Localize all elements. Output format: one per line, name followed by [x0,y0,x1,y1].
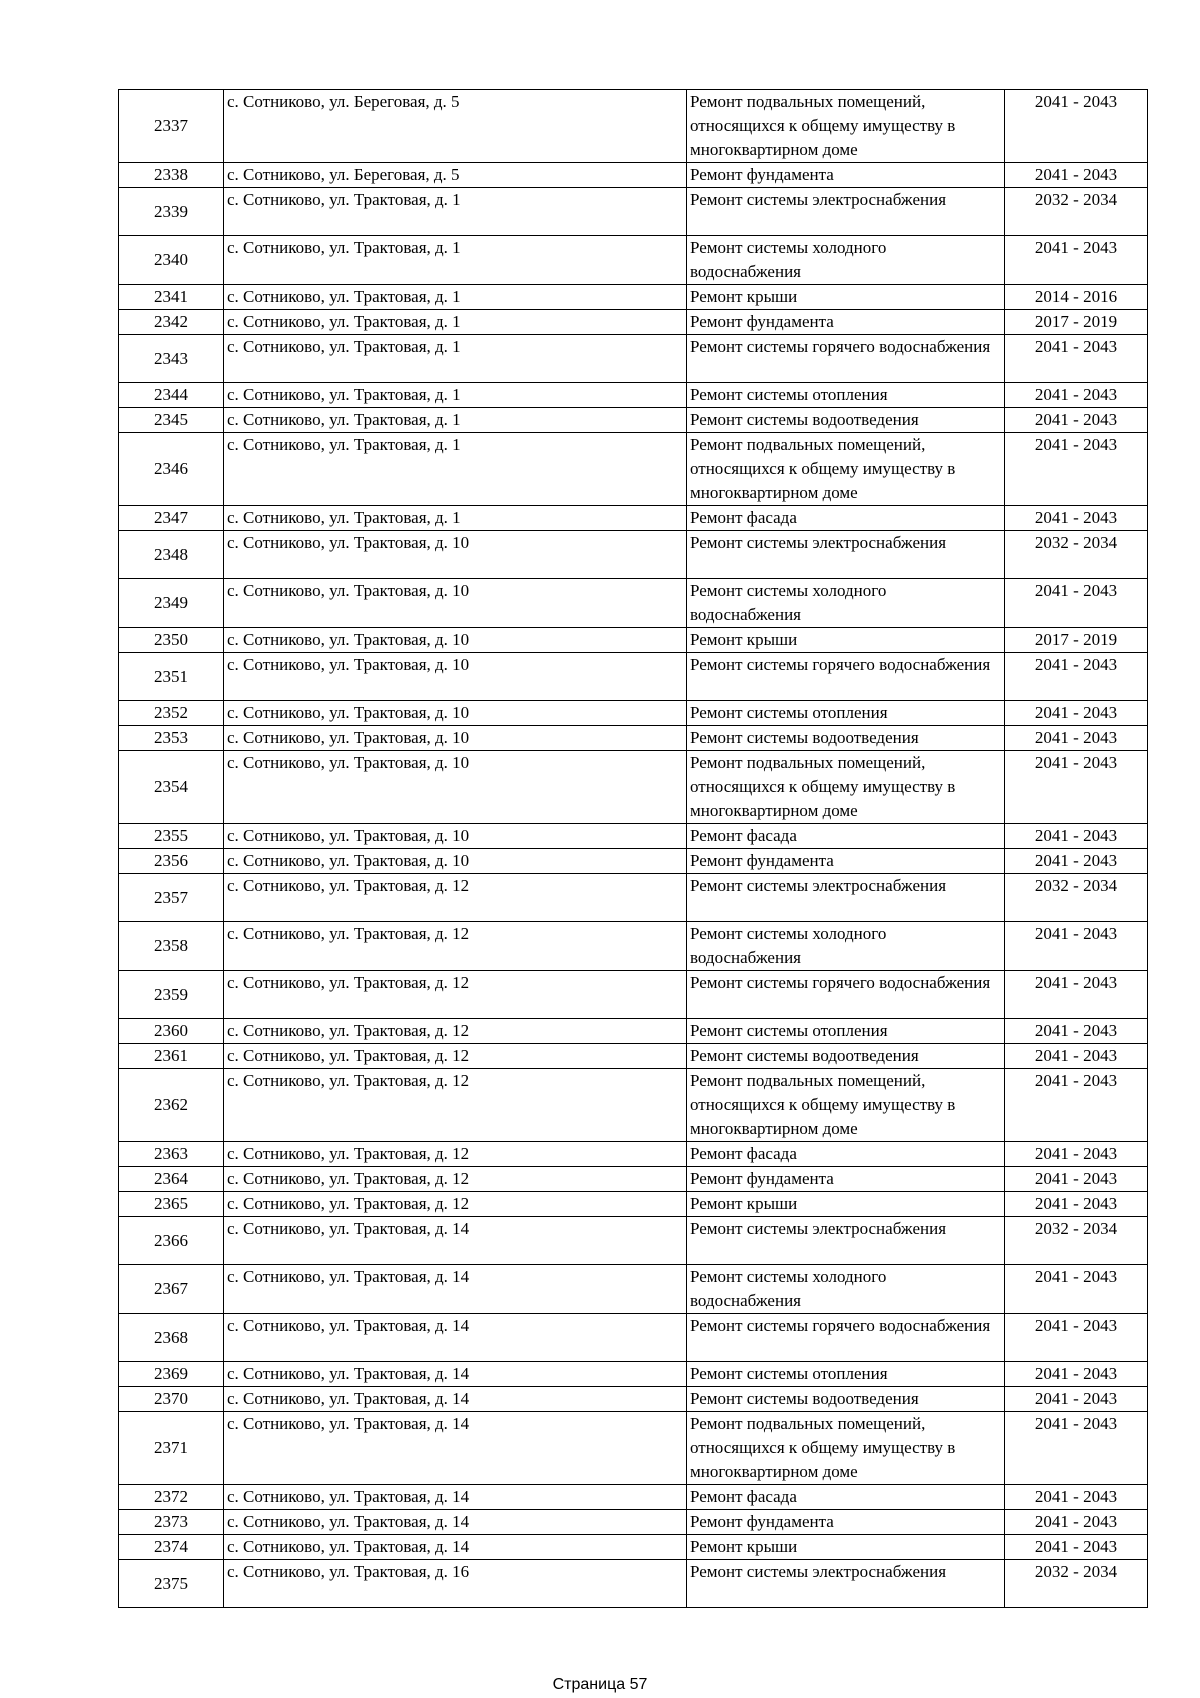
table-row [119,408,1148,433]
row-period: 2041 - 2043 [1005,433,1148,506]
row-address: с. Сотниково, ул. Трактовая, д. 14 [224,1362,687,1387]
row-number: 2362 [119,1069,224,1142]
row-address: с. Сотниково, ул. Трактовая, д. 12 [224,971,687,1019]
row-number: 2366 [119,1217,224,1265]
row-work-type: Ремонт фасада [687,1142,1005,1167]
row-number: 2370 [119,1387,224,1412]
row-period: 2041 - 2043 [1005,335,1148,383]
table-row [119,1387,1148,1412]
row-number: 2347 [119,506,224,531]
table-row [119,922,1148,971]
row-number: 2349 [119,579,224,628]
row-address: с. Сотниково, ул. Трактовая, д. 12 [224,1044,687,1069]
row-address: с. Сотниково, ул. Трактовая, д. 12 [224,1192,687,1217]
row-work-type: Ремонт системы водоотведения [687,726,1005,751]
row-work-type: Ремонт системы водоотведения [687,408,1005,433]
row-address: с. Сотниково, ул. Трактовая, д. 10 [224,726,687,751]
row-period: 2041 - 2043 [1005,1142,1148,1167]
row-period: 2041 - 2043 [1005,653,1148,701]
row-period: 2017 - 2019 [1005,628,1148,653]
table-row [119,383,1148,408]
table-row [119,1044,1148,1069]
table-row [119,701,1148,726]
row-work-type: Ремонт крыши [687,1535,1005,1560]
row-number: 2372 [119,1485,224,1510]
row-number: 2373 [119,1510,224,1535]
row-address: с. Сотниково, ул. Трактовая, д. 10 [224,751,687,824]
row-period: 2032 - 2034 [1005,1560,1148,1608]
row-work-type: Ремонт фундамента [687,849,1005,874]
row-number: 2367 [119,1265,224,1314]
table-row [119,433,1148,506]
row-number: 2357 [119,874,224,922]
row-work-type: Ремонт системы отопления [687,701,1005,726]
row-address: с. Сотниково, ул. Трактовая, д. 12 [224,874,687,922]
row-number: 2351 [119,653,224,701]
row-work-type: Ремонт системы отопления [687,1362,1005,1387]
row-work-type: Ремонт подвальных помещений, относящихся к общему имуществу в многоквартирном доме [687,1412,1005,1485]
row-period: 2032 - 2034 [1005,1217,1148,1265]
table-row [119,726,1148,751]
row-period: 2041 - 2043 [1005,1485,1148,1510]
row-period: 2041 - 2043 [1005,1412,1148,1485]
row-number: 2375 [119,1560,224,1608]
table-row [119,236,1148,285]
row-work-type: Ремонт подвальных помещений, относящихся к общему имуществу в многоквартирном доме [687,751,1005,824]
row-number: 2337 [119,90,224,163]
row-address: с. Сотниково, ул. Трактовая, д. 14 [224,1217,687,1265]
row-period: 2014 - 2016 [1005,285,1148,310]
row-address: с. Сотниково, ул. Береговая, д. 5 [224,90,687,163]
row-period: 2041 - 2043 [1005,922,1148,971]
row-number: 2371 [119,1412,224,1485]
row-work-type: Ремонт фасада [687,506,1005,531]
row-work-type: Ремонт системы горячего водоснабжения [687,335,1005,383]
works-table-body [119,90,1148,1608]
row-address: с. Сотниково, ул. Береговая, д. 5 [224,163,687,188]
row-address: с. Сотниково, ул. Трактовая, д. 12 [224,1069,687,1142]
row-period: 2041 - 2043 [1005,163,1148,188]
table-row [119,1535,1148,1560]
table-row [119,163,1148,188]
row-period: 2041 - 2043 [1005,849,1148,874]
table-row [119,531,1148,579]
row-period: 2041 - 2043 [1005,751,1148,824]
row-number: 2340 [119,236,224,285]
row-work-type: Ремонт системы водоотведения [687,1044,1005,1069]
row-work-type: Ремонт системы холодного водоснабжения [687,1265,1005,1314]
row-work-type: Ремонт системы горячего водоснабжения [687,971,1005,1019]
table-row [119,335,1148,383]
row-work-type: Ремонт системы холодного водоснабжения [687,236,1005,285]
row-period: 2041 - 2043 [1005,90,1148,163]
row-number: 2346 [119,433,224,506]
row-period: 2041 - 2043 [1005,1265,1148,1314]
row-period: 2041 - 2043 [1005,971,1148,1019]
table-row [119,1485,1148,1510]
row-address: с. Сотниково, ул. Трактовая, д. 10 [224,824,687,849]
row-address: с. Сотниково, ул. Трактовая, д. 1 [224,310,687,335]
row-period: 2041 - 2043 [1005,1069,1148,1142]
table-row [119,1314,1148,1362]
row-number: 2338 [119,163,224,188]
row-number: 2345 [119,408,224,433]
row-address: с. Сотниково, ул. Трактовая, д. 14 [224,1314,687,1362]
row-period: 2041 - 2043 [1005,408,1148,433]
row-work-type: Ремонт системы горячего водоснабжения [687,1314,1005,1362]
row-address: с. Сотниково, ул. Трактовая, д. 1 [224,188,687,236]
row-number: 2365 [119,1192,224,1217]
row-period: 2017 - 2019 [1005,310,1148,335]
row-period: 2041 - 2043 [1005,1167,1148,1192]
table-row [119,1510,1148,1535]
row-work-type: Ремонт системы холодного водоснабжения [687,922,1005,971]
row-number: 2360 [119,1019,224,1044]
row-work-type: Ремонт системы горячего водоснабжения [687,653,1005,701]
row-work-type: Ремонт системы электроснабжения [687,1560,1005,1608]
row-number: 2348 [119,531,224,579]
row-work-type: Ремонт крыши [687,1192,1005,1217]
row-address: с. Сотниково, ул. Трактовая, д. 1 [224,433,687,506]
row-number: 2353 [119,726,224,751]
row-work-type: Ремонт подвальных помещений, относящихся к общему имуществу в многоквартирном доме [687,1069,1005,1142]
row-number: 2374 [119,1535,224,1560]
table-row [119,90,1148,163]
table-row [119,824,1148,849]
table-row [119,874,1148,922]
table-row [119,310,1148,335]
row-address: с. Сотниково, ул. Трактовая, д. 14 [224,1535,687,1560]
row-period: 2041 - 2043 [1005,506,1148,531]
row-period: 2041 - 2043 [1005,1044,1148,1069]
row-work-type: Ремонт подвальных помещений, относящихся к общему имуществу в многоквартирном доме [687,433,1005,506]
table-row [119,188,1148,236]
row-work-type: Ремонт системы водоотведения [687,1387,1005,1412]
table-row [119,285,1148,310]
table-row [119,1265,1148,1314]
row-address: с. Сотниково, ул. Трактовая, д. 10 [224,849,687,874]
row-address: с. Сотниково, ул. Трактовая, д. 14 [224,1510,687,1535]
table-row [119,653,1148,701]
row-address: с. Сотниково, ул. Трактовая, д. 10 [224,701,687,726]
row-number: 2356 [119,849,224,874]
row-work-type: Ремонт крыши [687,285,1005,310]
row-period: 2041 - 2043 [1005,726,1148,751]
row-address: с. Сотниково, ул. Трактовая, д. 12 [224,1019,687,1044]
row-period: 2041 - 2043 [1005,824,1148,849]
row-work-type: Ремонт фундамента [687,1510,1005,1535]
row-number: 2364 [119,1167,224,1192]
row-period: 2041 - 2043 [1005,1019,1148,1044]
table-row [119,1069,1148,1142]
row-number: 2344 [119,383,224,408]
table-row [119,971,1148,1019]
row-number: 2350 [119,628,224,653]
row-number: 2358 [119,922,224,971]
row-number: 2355 [119,824,224,849]
row-number: 2368 [119,1314,224,1362]
table-row [119,1019,1148,1044]
row-number: 2352 [119,701,224,726]
row-work-type: Ремонт системы электроснабжения [687,531,1005,579]
row-number: 2359 [119,971,224,1019]
row-work-type: Ремонт системы электроснабжения [687,1217,1005,1265]
row-address: с. Сотниково, ул. Трактовая, д. 1 [224,383,687,408]
table-row [119,1142,1148,1167]
works-table [118,89,1148,1608]
row-period: 2032 - 2034 [1005,188,1148,236]
row-period: 2041 - 2043 [1005,1192,1148,1217]
table-row [119,751,1148,824]
row-work-type: Ремонт подвальных помещений, относящихся к общему имуществу в многоквартирном доме [687,90,1005,163]
row-period: 2041 - 2043 [1005,236,1148,285]
row-work-type: Ремонт системы электроснабжения [687,188,1005,236]
row-work-type: Ремонт фундамента [687,163,1005,188]
table-row [119,1167,1148,1192]
row-address: с. Сотниково, ул. Трактовая, д. 10 [224,653,687,701]
table-row [119,1192,1148,1217]
row-address: с. Сотниково, ул. Трактовая, д. 10 [224,531,687,579]
row-number: 2354 [119,751,224,824]
table-row [119,849,1148,874]
row-address: с. Сотниково, ул. Трактовая, д. 14 [224,1412,687,1485]
table-row [119,1217,1148,1265]
row-address: с. Сотниково, ул. Трактовая, д. 10 [224,579,687,628]
row-period: 2041 - 2043 [1005,1535,1148,1560]
row-work-type: Ремонт системы отопления [687,383,1005,408]
row-address: с. Сотниково, ул. Трактовая, д. 12 [224,922,687,971]
row-work-type: Ремонт фундамента [687,1167,1005,1192]
row-address: с. Сотниково, ул. Трактовая, д. 12 [224,1167,687,1192]
row-number: 2343 [119,335,224,383]
row-number: 2339 [119,188,224,236]
row-period: 2041 - 2043 [1005,701,1148,726]
table-row [119,1560,1148,1608]
table-row [119,506,1148,531]
row-number: 2341 [119,285,224,310]
table-row [119,579,1148,628]
row-number: 2363 [119,1142,224,1167]
row-address: с. Сотниково, ул. Трактовая, д. 16 [224,1560,687,1608]
row-address: с. Сотниково, ул. Трактовая, д. 12 [224,1142,687,1167]
row-address: с. Сотниково, ул. Трактовая, д. 1 [224,236,687,285]
row-period: 2041 - 2043 [1005,1362,1148,1387]
row-address: с. Сотниково, ул. Трактовая, д. 10 [224,628,687,653]
row-work-type: Ремонт системы отопления [687,1019,1005,1044]
row-period: 2041 - 2043 [1005,1314,1148,1362]
row-work-type: Ремонт фундамента [687,310,1005,335]
row-address: с. Сотниково, ул. Трактовая, д. 1 [224,506,687,531]
row-period: 2041 - 2043 [1005,383,1148,408]
row-number: 2361 [119,1044,224,1069]
row-period: 2041 - 2043 [1005,1510,1148,1535]
row-number: 2342 [119,310,224,335]
table-row [119,1362,1148,1387]
row-address: с. Сотниково, ул. Трактовая, д. 14 [224,1485,687,1510]
row-work-type: Ремонт крыши [687,628,1005,653]
row-period: 2032 - 2034 [1005,874,1148,922]
row-work-type: Ремонт фасада [687,824,1005,849]
row-address: с. Сотниково, ул. Трактовая, д. 14 [224,1387,687,1412]
row-address: с. Сотниково, ул. Трактовая, д. 1 [224,408,687,433]
row-number: 2369 [119,1362,224,1387]
row-address: с. Сотниково, ул. Трактовая, д. 1 [224,285,687,310]
row-address: с. Сотниково, ул. Трактовая, д. 1 [224,335,687,383]
row-work-type: Ремонт системы электроснабжения [687,874,1005,922]
row-period: 2032 - 2034 [1005,531,1148,579]
row-period: 2041 - 2043 [1005,1387,1148,1412]
table-row [119,628,1148,653]
row-address: с. Сотниково, ул. Трактовая, д. 14 [224,1265,687,1314]
page-number: Страница 57 [552,1676,648,1693]
row-period: 2041 - 2043 [1005,579,1148,628]
row-work-type: Ремонт фасада [687,1485,1005,1510]
table-row [119,1412,1148,1485]
row-work-type: Ремонт системы холодного водоснабжения [687,579,1005,628]
